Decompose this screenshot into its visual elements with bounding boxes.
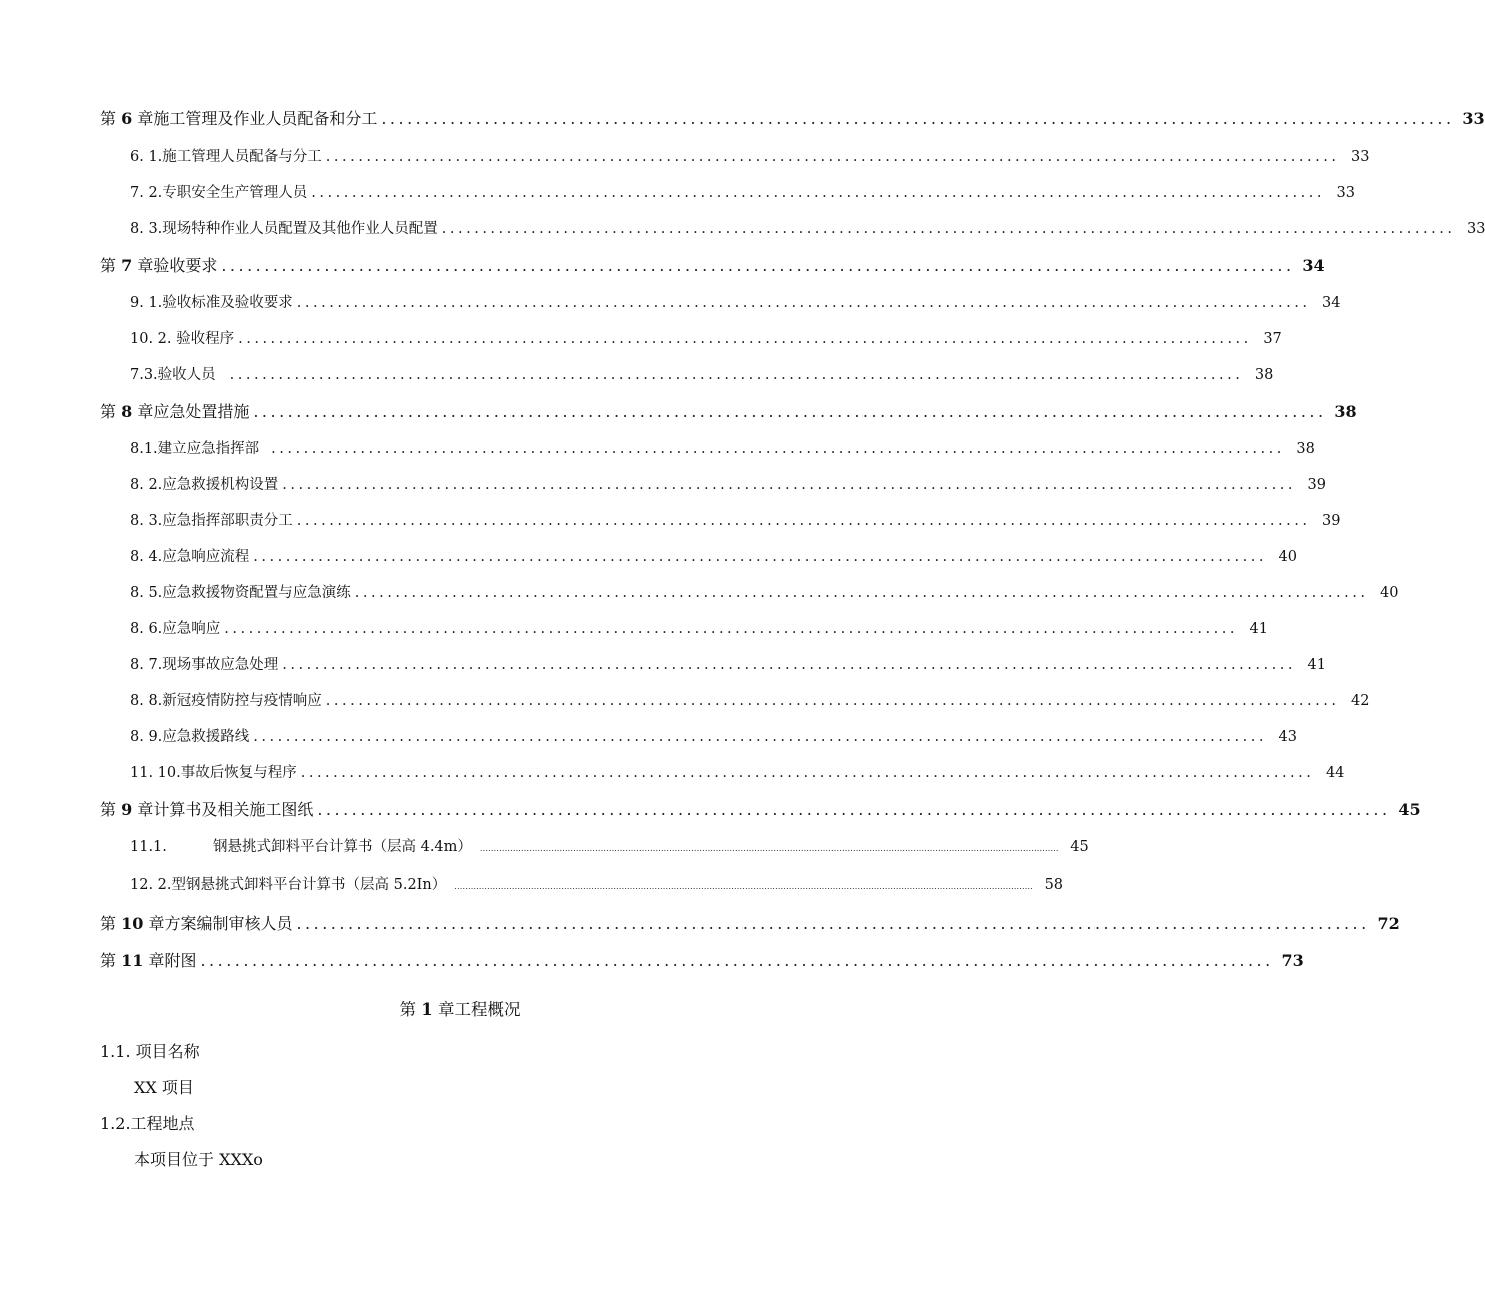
toc-page-number: 33 xyxy=(1466,221,1485,237)
toc-chapter-7[interactable] xyxy=(0,253,1325,276)
toc-label: 11. 10.事故后恢复与程序 xyxy=(130,765,297,781)
toc-page-number: 39 xyxy=(1321,513,1341,529)
toc-label: 6. 1.施工管理人员配备与分工 xyxy=(130,149,322,165)
toc-leader: ............................................................................................................................. xyxy=(253,729,1267,745)
toc-page-number: 39 xyxy=(1307,477,1326,493)
toc-section[interactable] xyxy=(0,181,1355,202)
toc-section[interactable] xyxy=(0,473,1326,494)
toc-section[interactable] xyxy=(0,689,1370,710)
toc-page-number: 45 xyxy=(1398,800,1421,819)
toc-label: 8. 6.应急响应 xyxy=(130,621,221,637)
toc-chapter-9[interactable] xyxy=(0,797,1421,820)
toc-label: 8. 7.现场事故应急处理 xyxy=(130,657,279,673)
toc-label: 8. 9.应急救援路线 xyxy=(130,729,250,745)
toc-label: 第 6 章施工管理及作业人员配备和分工 xyxy=(100,109,378,128)
toc-leader: ............................................................................................................................. xyxy=(271,441,1285,457)
toc-section[interactable] xyxy=(0,581,1399,602)
toc-page-number: 73 xyxy=(1281,951,1304,970)
toc-label: 第 8 章应急处置措施 xyxy=(100,402,250,421)
toc-page-number: 34 xyxy=(1321,295,1341,311)
toc-section[interactable] xyxy=(0,437,1315,458)
toc-page-number: 58 xyxy=(1044,877,1064,893)
toc-chapter-8[interactable] xyxy=(0,399,1357,422)
toc-page-number: 33 xyxy=(1350,149,1370,165)
toc-leader: ............................................................................................................................. xyxy=(253,402,1327,421)
toc-leader: ............................................................................................................................. xyxy=(296,295,1311,311)
toc-section[interactable] xyxy=(0,873,1064,894)
toc-leader: ............................................................................................................................. xyxy=(282,657,1296,673)
toc-label: 8. 5.应急救援物资配置与应急演练 xyxy=(130,585,351,601)
toc-section[interactable] xyxy=(0,509,1341,530)
toc-page-number: 43 xyxy=(1278,729,1297,745)
toc-label: 10. 2. 验收程序 xyxy=(130,331,235,347)
toc-leader: ............................................................................................................................. xyxy=(296,513,1311,529)
toc-section[interactable] xyxy=(0,617,1268,638)
toc-leader: ............................................................................................................................. xyxy=(325,149,1340,165)
section-1-1-title: 1.1. 项目名称 xyxy=(100,1042,200,1061)
toc-page-number: 40 xyxy=(1379,585,1399,601)
toc-page-number: 41 xyxy=(1307,657,1326,673)
toc-leader: ................................................................................................................................................................................................................... xyxy=(479,844,1059,853)
chapter-1-heading: 第 1 章工程概况 xyxy=(399,1000,521,1019)
toc-page-number: 33 xyxy=(1336,185,1355,201)
toc-page-number: 38 xyxy=(1334,402,1357,421)
toc-label: 8. 2.应急救援机构设置 xyxy=(130,477,279,493)
toc-label: 8. 3.应急指挥部职责分工 xyxy=(130,513,293,529)
toc-leader: ............................................................................................................................. xyxy=(381,109,1455,128)
toc-section[interactable] xyxy=(0,835,1089,856)
toc-page-number: 38 xyxy=(1296,441,1315,457)
toc-label: 8. 4.应急响应流程 xyxy=(130,549,250,565)
toc-label: 8. 3.现场特种作业人员配置及其他作业人员配置 xyxy=(130,221,438,237)
toc-leader: ............................................................................................................................. xyxy=(229,367,1244,383)
toc-leader: ............................................................................................................................. xyxy=(238,331,1252,347)
toc-page-number: 45 xyxy=(1070,839,1089,855)
toc-page-number: 40 xyxy=(1278,549,1297,565)
toc-section[interactable] xyxy=(0,217,1485,238)
toc-label: 第 10 章方案编制审核人员 xyxy=(100,914,293,933)
toc-chapter-6[interactable] xyxy=(0,106,1485,129)
toc-leader: ............................................................................................................................. xyxy=(224,621,1238,637)
toc-page-number: 34 xyxy=(1302,256,1325,275)
section-1-2-body: 本项目位于 XXXo xyxy=(134,1150,263,1169)
toc-leader: ................................................................................................................................................................................................................... xyxy=(454,882,1034,891)
toc-label: 8. 8.新冠疫情防控与疫情响应 xyxy=(130,693,322,709)
toc-label: 7. 2.专职安全生产管理人员 xyxy=(130,185,308,201)
toc-label: 9. 1.验收标准及验收要求 xyxy=(130,295,293,311)
toc-chapter-10[interactable] xyxy=(0,911,1400,934)
toc-section[interactable] xyxy=(0,291,1341,312)
toc-section[interactable] xyxy=(0,327,1282,348)
toc-leader: ............................................................................................................................. xyxy=(311,185,1325,201)
toc-leader: ............................................................................................................................. xyxy=(253,549,1267,565)
toc-page-number: 38 xyxy=(1254,367,1274,383)
toc-leader: ............................................................................................................................. xyxy=(441,221,1456,237)
toc-chapter-11[interactable] xyxy=(0,948,1304,971)
toc-section[interactable] xyxy=(0,761,1345,782)
toc-leader: ............................................................................................................................. xyxy=(354,585,1369,601)
toc-label: 第 7 章验收要求 xyxy=(100,256,218,275)
toc-label: 12. 2.型钢悬挑式卸料平台计算书（层高 5.2In） xyxy=(130,877,447,893)
toc-leader: ............................................................................................................................. xyxy=(296,914,1370,933)
toc-leader: ............................................................................................................................. xyxy=(325,693,1340,709)
toc-section[interactable] xyxy=(0,363,1274,384)
toc-label: 第 11 章附图 xyxy=(100,951,197,970)
toc-leader: ............................................................................................................................. xyxy=(282,477,1296,493)
toc-section[interactable] xyxy=(0,725,1297,746)
toc-page-number: 33 xyxy=(1462,109,1485,128)
toc-leader: ............................................................................................................................. xyxy=(221,256,1295,275)
toc-leader: ............................................................................................................................. xyxy=(300,765,1315,781)
toc-section[interactable] xyxy=(0,653,1326,674)
toc-page-number: 42 xyxy=(1350,693,1370,709)
toc-section[interactable] xyxy=(0,545,1297,566)
toc-label: 第 9 章计算书及相关施工图纸 xyxy=(100,800,314,819)
toc-page-number: 41 xyxy=(1249,621,1268,637)
toc-leader: ............................................................................................................................. xyxy=(200,951,1274,970)
section-1-1-body: XX 项目 xyxy=(134,1078,194,1097)
toc-section[interactable] xyxy=(0,145,1370,166)
toc-page-number: 44 xyxy=(1325,765,1345,781)
section-1-2-title: 1.2.工程地点 xyxy=(100,1114,195,1133)
toc-label: 8.1.建立应急指挥部 xyxy=(130,441,260,457)
toc-leader: ............................................................................................................................. xyxy=(317,800,1391,819)
toc-page-number: 72 xyxy=(1377,914,1400,933)
toc-label: 11.1. 钢悬挑式卸料平台计算书（层高 4.4m） xyxy=(130,839,472,855)
toc-page-number: 37 xyxy=(1263,331,1282,347)
toc-label: 7.3.验收人员 xyxy=(130,367,216,383)
